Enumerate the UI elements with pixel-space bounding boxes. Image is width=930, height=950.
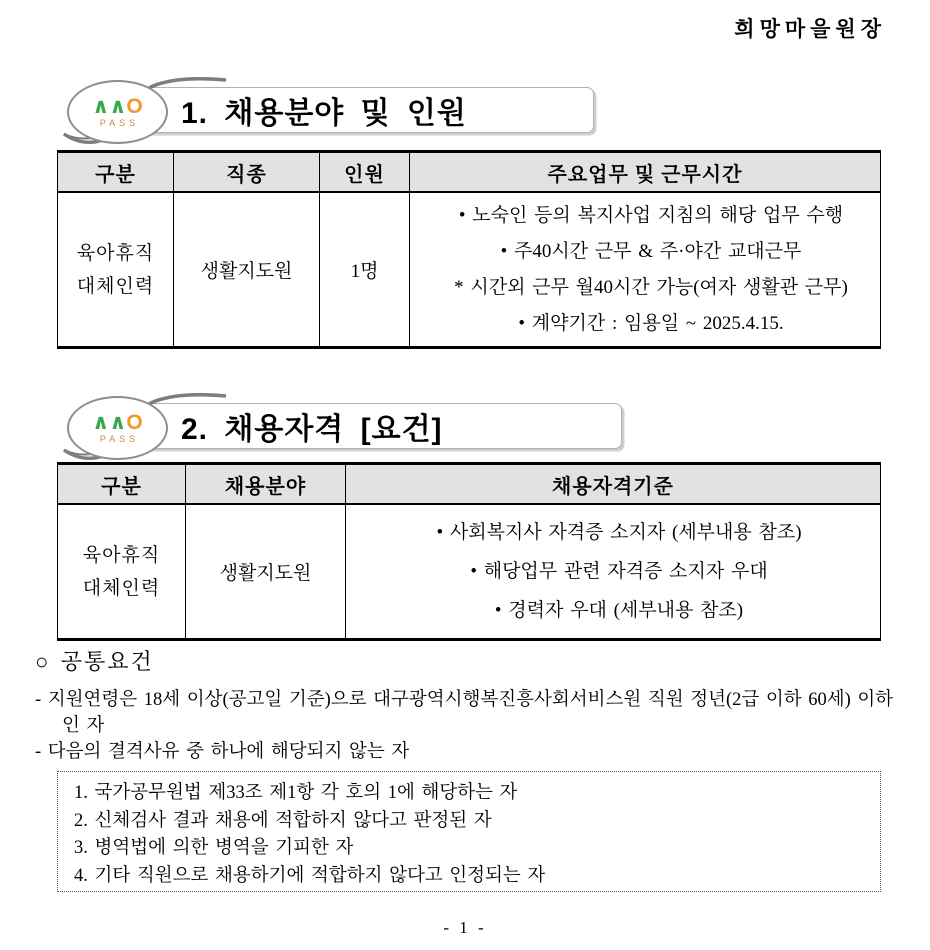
section1-banner [60,78,635,144]
cell-criteria [346,504,881,640]
table-header-row [58,152,881,193]
recruitment-table [57,150,881,349]
column-header-job: 직종 [174,152,320,193]
table-header-row [58,464,881,505]
section2-title: 2. 채용자격 [요건] [181,413,443,446]
common-requirements-heading: ○ 공통요건 [35,649,154,674]
qualification-table [57,462,881,641]
criteria-line: • 경력자 우대 (세부내용 참조) [494,600,744,621]
cell-category: 육아휴직 대체인력 [58,504,186,640]
disqualification-item: 1. 국가공무원법 제33조 제1항 각 호의 1에 해당하는 자 [74,783,518,803]
disqualification-item: 2. 신체검사 결과 채용에 적합하지 않다고 판정된 자 [74,810,492,831]
table-row [58,504,881,640]
cell-job: 생활지도원 [174,192,320,348]
document-author: 희망마을원장 [734,17,886,41]
disqualification-item: 4. 기타 직원으로 채용하기에 적합하지 않다고 인정되는 자 [74,865,546,886]
section2-banner [60,394,635,460]
pass-logo-label: PASS [99,434,140,444]
duty-line: * 시간외 근무 월40시간 가능(여자 생활관 근무) [454,276,848,298]
pass-logo-icon [67,396,168,460]
criteria-line: • 사회복지사 자격증 소지자 (세부내용 참조) [436,522,802,543]
criteria-line: • 해당업무 관련 자격증 소지자 우대 [470,561,768,582]
requirement-line-continuation: 인 자 [62,716,105,736]
section1-title: 1. 채용분야 및 인원 [181,97,467,130]
cell-duties [410,192,881,348]
column-header-category: 구분 [58,152,174,193]
pass-logo-icon [67,80,168,144]
pass-logo-label: PASS [99,118,140,128]
column-header-field: 채용분야 [186,464,346,505]
pass-logo-mark: ∧∧O [92,411,143,434]
column-header-criteria: 채용자격기준 [346,464,881,505]
page-number: - 1 - [443,918,487,937]
requirement-line: - 다음의 결격사유 중 하나에 해당되지 않는 자 [35,742,410,762]
requirement-line: - 지원연령은 18세 이상(공고일 기준)으로 대구광역시행복진흥사회서비스원 직원 정년(2급 이하 60세) 이하 [35,690,894,710]
duty-line: • 계약기간 : 임용일 ~ 2025.4.15. [518,312,784,334]
table-row [58,192,881,348]
duty-line: • 주40시간 근무 & 주·야간 교대근무 [500,240,802,262]
column-header-count: 인원 [320,152,410,193]
column-header-category: 구분 [58,464,186,505]
cell-count: 1명 [320,192,410,348]
disqualification-item: 3. 병역법에 의한 병역을 기피한 자 [74,838,354,858]
disqualification-box [57,771,881,892]
pass-logo-mark: ∧∧O [92,95,143,118]
cell-category: 육아휴직 대체인력 [58,192,174,348]
duty-line: • 노숙인 등의 복지사업 지침의 해당 업무 수행 [458,204,844,226]
column-header-duties: 주요업무 및 근무시간 [410,152,881,193]
cell-field: 생활지도원 [186,504,346,640]
